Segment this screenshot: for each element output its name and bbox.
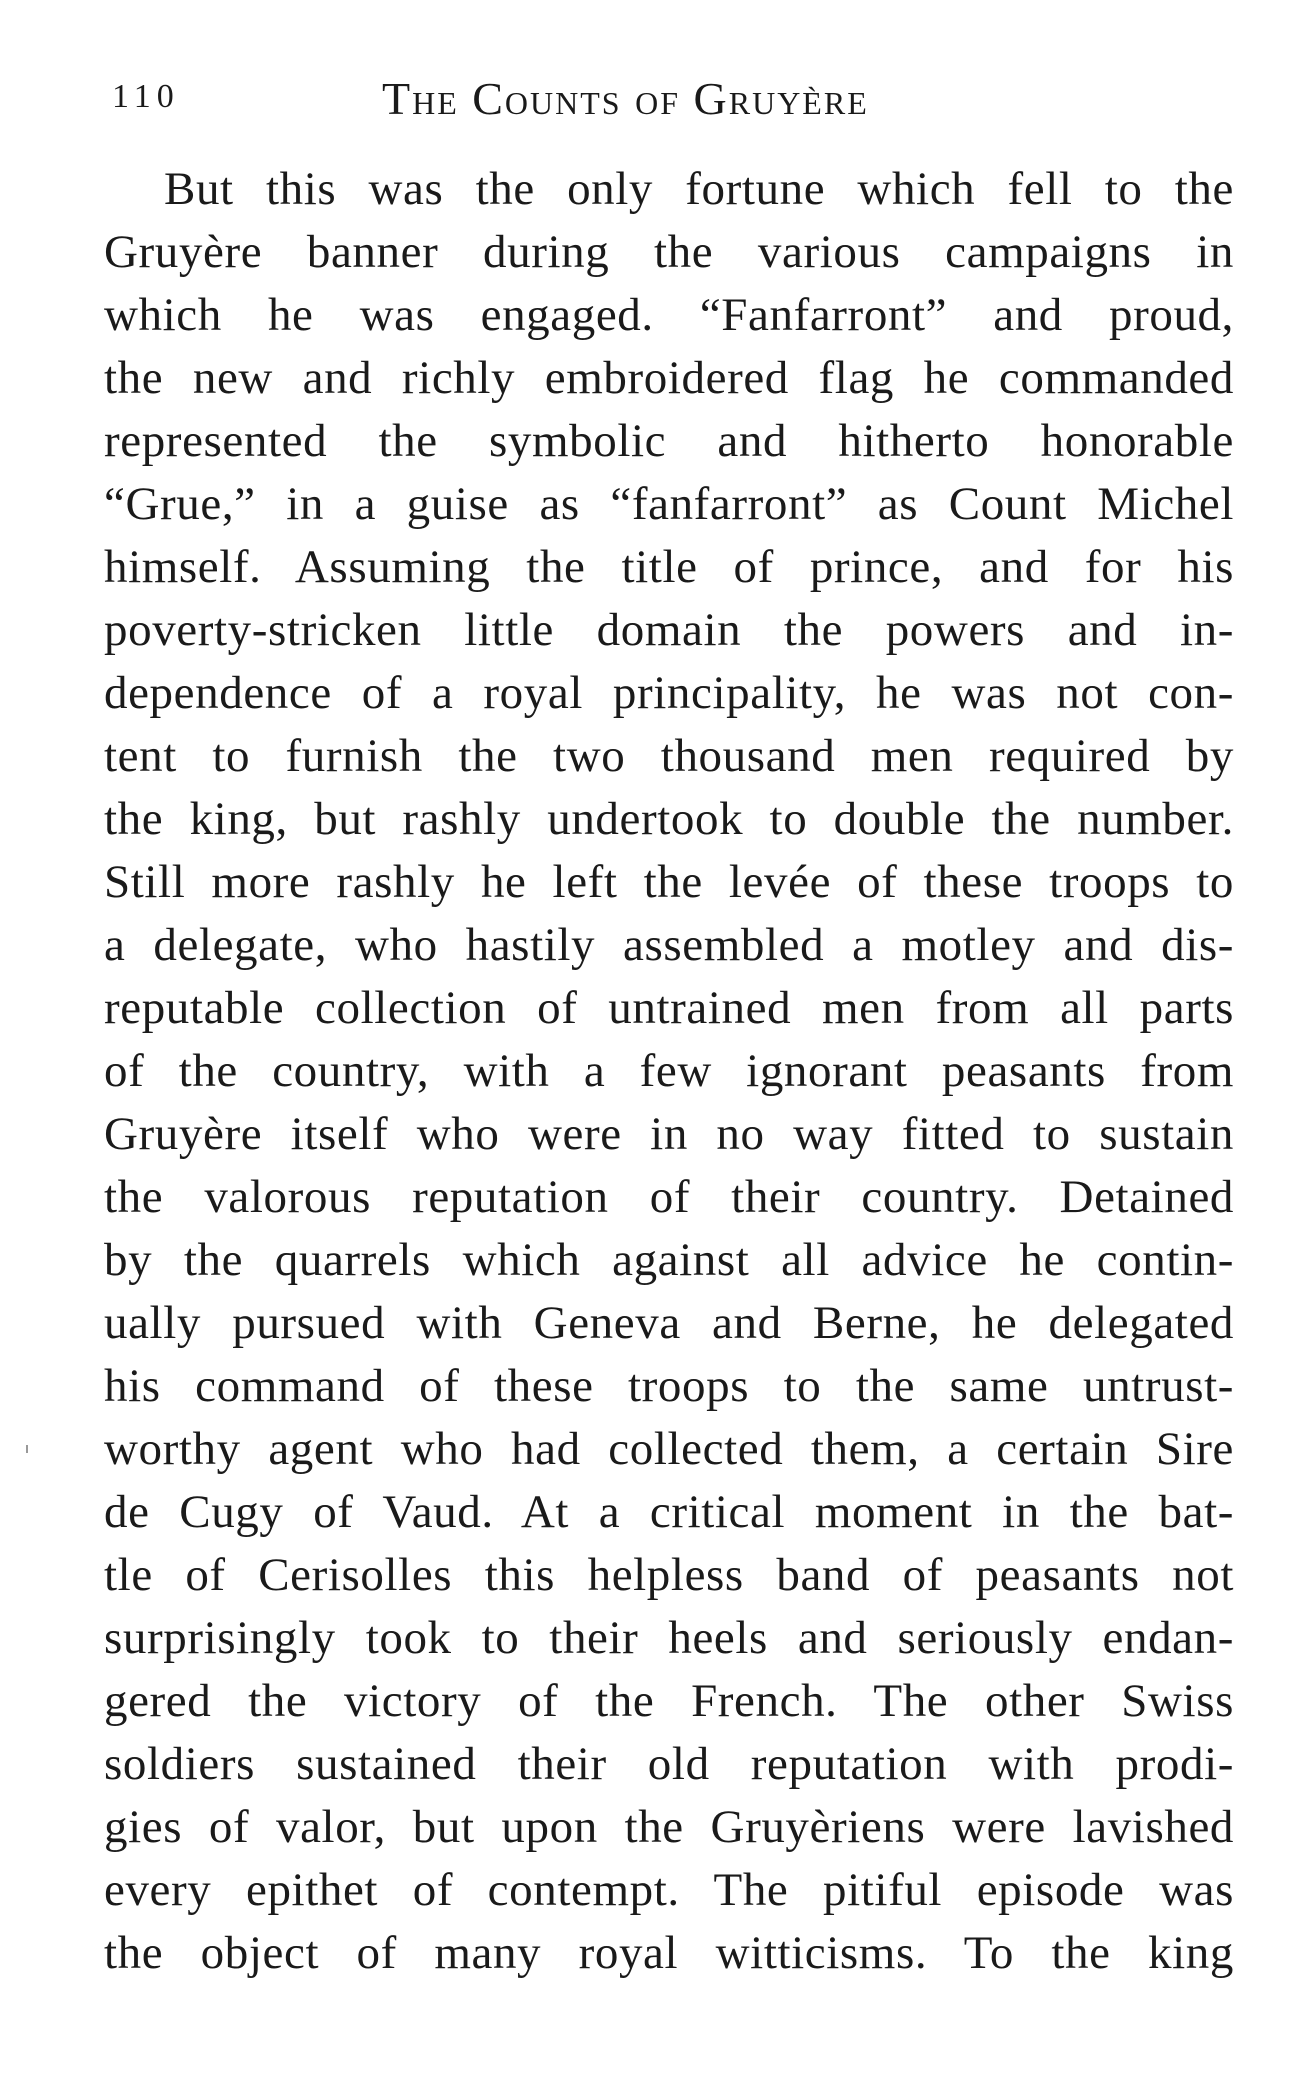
- running-title: The Counts of Gruyère: [382, 73, 869, 124]
- text-line: “Grue,” in a guise as “fanfarront” as Count Michel: [104, 478, 1234, 530]
- running-head: [112, 73, 1232, 138]
- text-line: represented the symbolic and hitherto honorable: [104, 415, 1234, 467]
- text-line: dependence of a royal principality, he was not con-: [104, 667, 1234, 719]
- text-line: the new and richly embroidered flag he commanded: [104, 352, 1234, 404]
- text-line: worthy agent who had collected them, a certain Sire: [104, 1423, 1234, 1475]
- margin-mark: [26, 1445, 28, 1453]
- text-line: the king, but rashly undertook to double the number.: [104, 793, 1234, 845]
- text-line: which he was engaged. “Fanfarront” and proud,: [104, 289, 1234, 341]
- text-line: of the country, with a few ignorant peasants from: [104, 1045, 1234, 1097]
- text-line: surprisingly took to their heels and seriously endan-: [104, 1612, 1234, 1664]
- text-line: himself. Assuming the title of prince, and for his: [104, 541, 1234, 593]
- text-line: ually pursued with Geneva and Berne, he delegated: [104, 1297, 1234, 1349]
- text-line: soldiers sustained their old reputation with prodi-: [104, 1738, 1234, 1790]
- text-line: gered the victory of the French. The other Swiss: [104, 1675, 1234, 1727]
- text-line: his command of these troops to the same untrust-: [104, 1360, 1234, 1412]
- text-line: tle of Cerisolles this helpless band of peasants not: [104, 1549, 1234, 1601]
- body-text: [104, 158, 1234, 1985]
- text-line: a delegate, who hastily assembled a motley and dis-: [104, 919, 1234, 971]
- text-line: by the quarrels which against all advice he contin-: [104, 1234, 1234, 1286]
- text-line: Still more rashly he left the levée of these troops to: [104, 856, 1234, 908]
- text-line: Gruyère itself who were in no way fitted to sustain: [104, 1108, 1234, 1160]
- text-line: tent to furnish the two thousand men required by: [104, 730, 1234, 782]
- text-line: But this was the only fortune which fell to the: [164, 163, 1234, 215]
- page-number: 110: [112, 78, 180, 115]
- text-line: gies of valor, but upon the Gruyèriens were lavished: [104, 1801, 1234, 1853]
- text-line: de Cugy of Vaud. At a critical moment in the bat-: [104, 1486, 1234, 1538]
- text-line: Gruyère banner during the various campaigns in: [104, 226, 1234, 278]
- text-line: poverty-stricken little domain the powers and in-: [104, 604, 1234, 656]
- text-line: reputable collection of untrained men from all parts: [104, 982, 1234, 1034]
- text-line: the object of many royal witticisms. To the king: [104, 1927, 1234, 1979]
- text-line: the valorous reputation of their country. Detained: [104, 1171, 1234, 1223]
- text-line: every epithet of contempt. The pitiful episode was: [104, 1864, 1234, 1916]
